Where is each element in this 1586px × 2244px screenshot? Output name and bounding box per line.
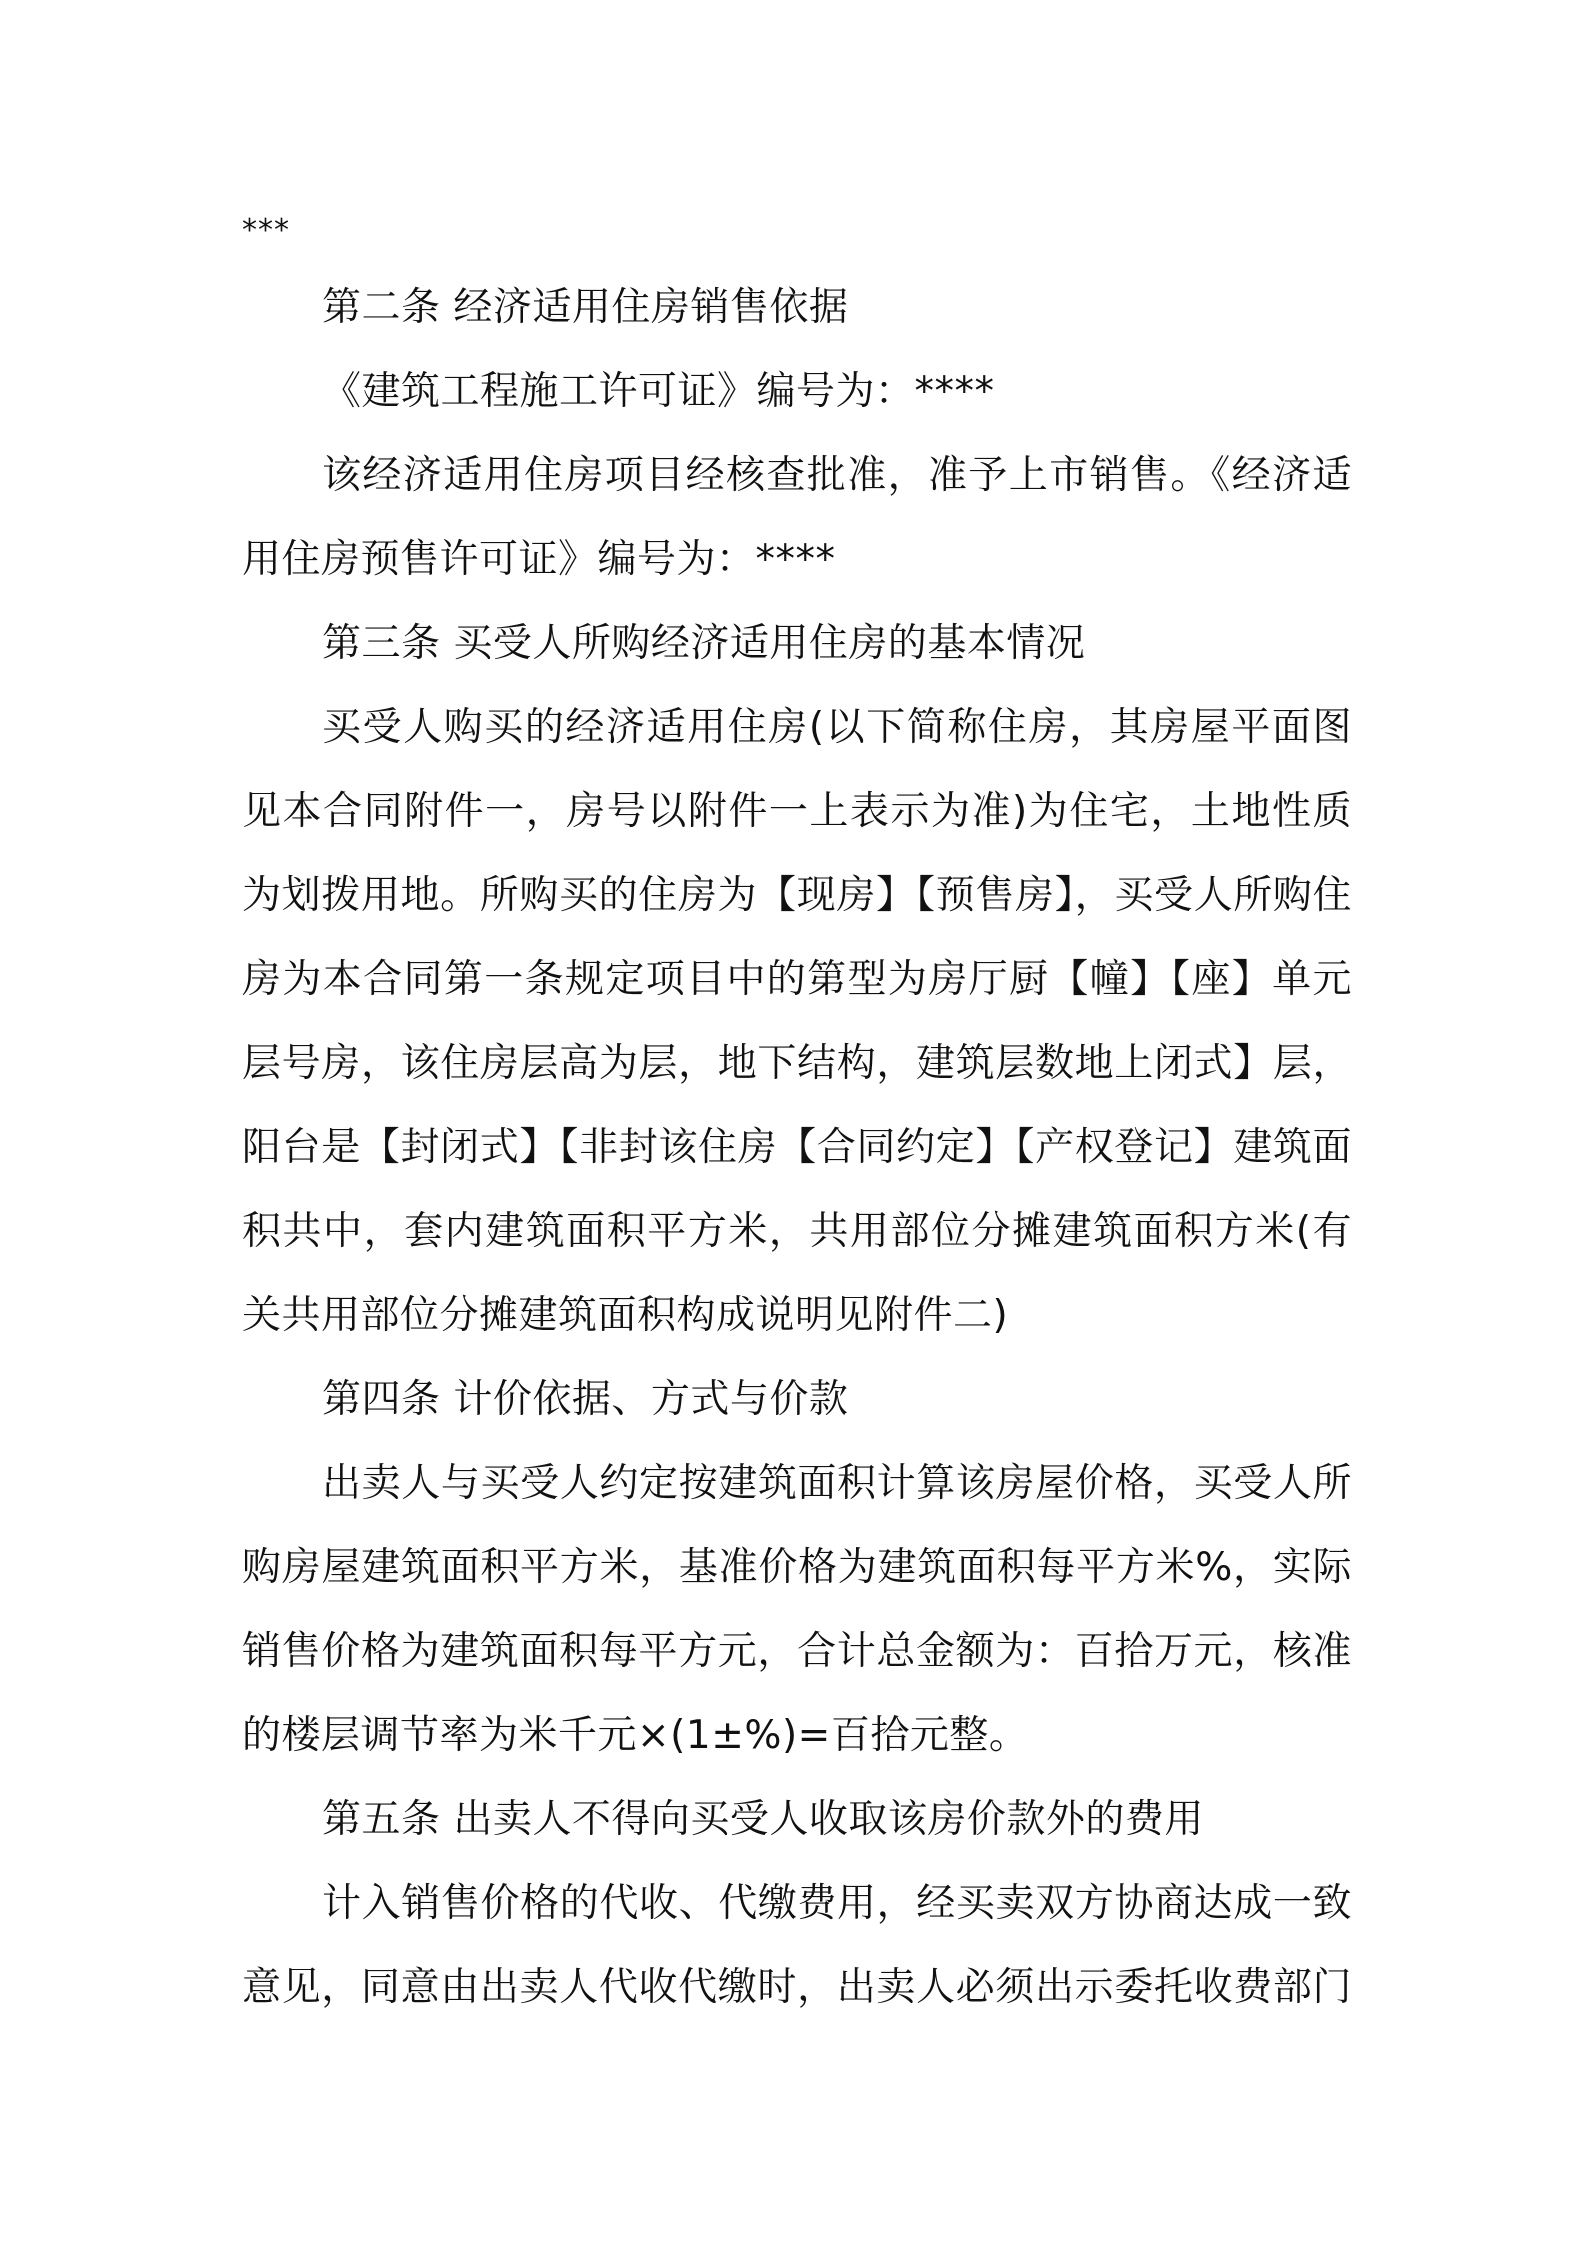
article3-body-line: 买受人购买的经济适用住房(以下简称住房，其房屋平面图 (322, 705, 1352, 750)
article2-body-line1: 该经济适用住房项目经核查批准，准予上市销售。《经济适 (322, 453, 1352, 498)
document-body (242, 196, 1352, 2030)
article3-body-line: 阳台是【封闭式】【非封该住房【合同约定】【产权登记】建筑面 (242, 1125, 1352, 1170)
article3-body-line: 积共中，套内建筑面积平方米，共用部位分摊建筑面积方米(有 (242, 1209, 1352, 1254)
article2-heading: 第二条 经济适用住房销售依据 (322, 285, 849, 330)
article4-heading: 第四条 计价依据、方式与价款 (322, 1377, 849, 1422)
article3-body-line: 层号房，该住房层高为层，地下结构，建筑层数地上闭式】层， (242, 1041, 1352, 1086)
article4-body-line: 的楼层调节率为米千元×(1±%)=百拾元整。 (242, 1713, 1029, 1758)
article3-heading: 第三条 买受人所购经济适用住房的基本情况 (322, 621, 1086, 666)
article3-body-line: 见本合同附件一，房号以附件一上表示为准)为住宅，土地性质 (242, 789, 1352, 834)
article2-body-line2: 用住房预售许可证》编号为：**** (242, 537, 836, 582)
top-marker: *** (242, 213, 290, 248)
article4-body-line: 出卖人与买受人约定按建筑面积计算该房屋价格，买受人所 (322, 1461, 1352, 1506)
article4-body-line: 销售价格为建筑面积每平方元，合计总金额为：百拾万元，核准 (242, 1629, 1352, 1674)
article4-body-line: 购房屋建筑面积平方米，基准价格为建筑面积每平方米%，实际 (242, 1545, 1352, 1590)
article5-body-line: 意见，同意由出卖人代收代缴时，出卖人必须出示委托收费部门 (242, 1965, 1352, 2010)
construction-permit-line: 《建筑工程施工许可证》编号为：**** (322, 369, 995, 414)
article3-body-line: 关共用部位分摊建筑面积构成说明见附件二) (242, 1293, 1009, 1338)
article3-body-line: 为划拨用地。所购买的住房为【现房】【预售房】，买受人所购住 (242, 873, 1352, 918)
article5-body-line: 计入销售价格的代收、代缴费用，经买卖双方协商达成一致 (322, 1881, 1352, 1926)
article5-heading: 第五条 出卖人不得向买受人收取该房价款外的费用 (322, 1797, 1204, 1842)
article3-body-line: 房为本合同第一条规定项目中的第型为房厅厨【幢】【座】单元 (242, 957, 1352, 1002)
